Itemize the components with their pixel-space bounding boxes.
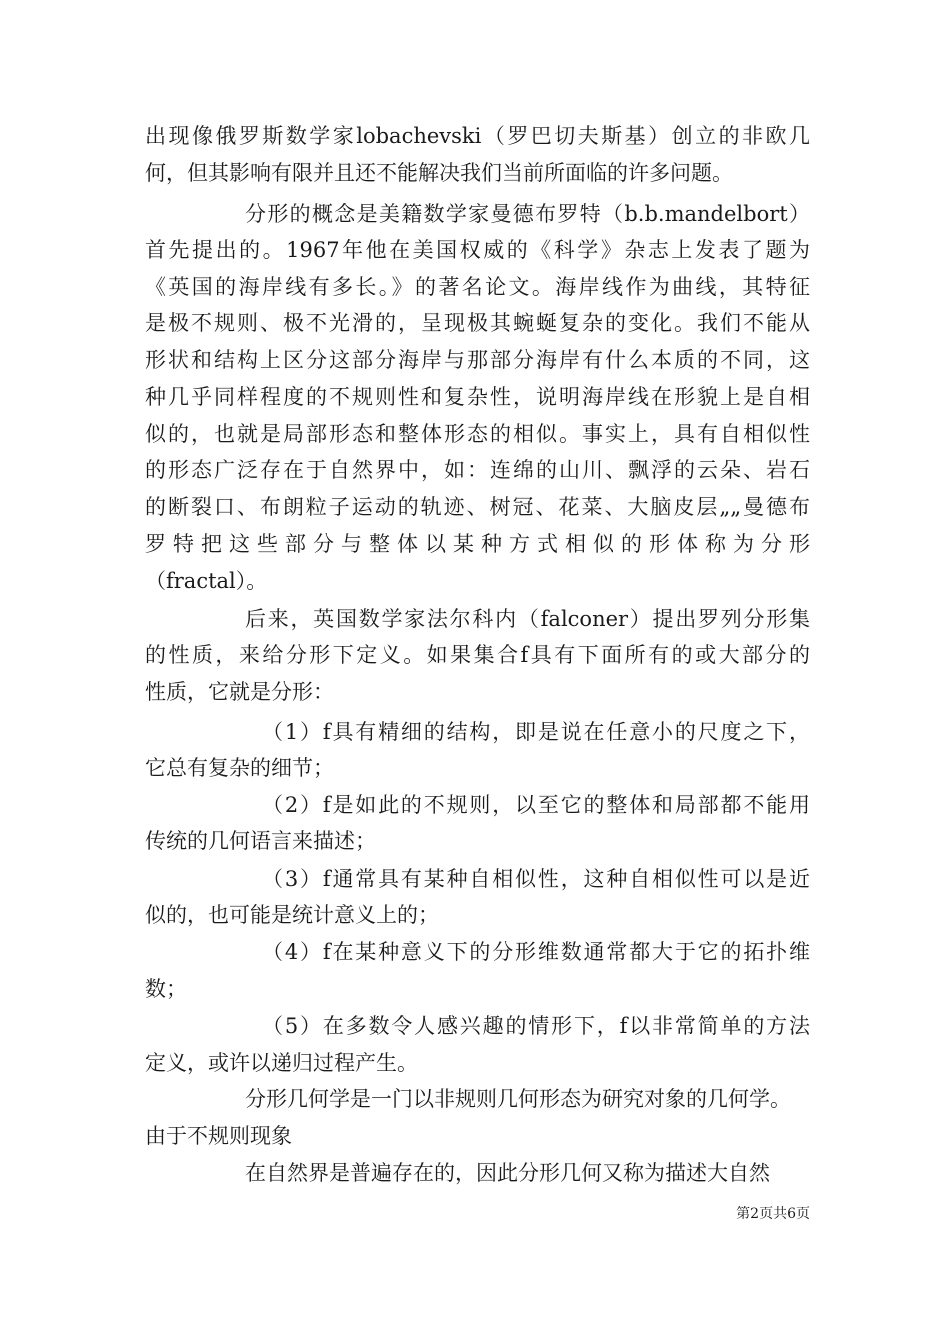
text-line: 性质，它就是分形： — [145, 680, 334, 704]
text-line: 由于不规则现象 — [145, 1124, 292, 1148]
text-line: 何，但其影响有限并且还不能解决我们当前所面临的许多问题。 — [145, 161, 733, 185]
text-line: 是极不规则、极不光滑的，呈现极其蜿蜒复杂的变化。我们不能从 — [145, 311, 810, 335]
text-line: 种几乎同样程度的不规则性和复杂性，说明海岸线在形貌上是自相 — [145, 385, 810, 409]
text-line: 数； — [145, 977, 187, 1001]
text-line: 定义，或许以递归过程产生。 — [145, 1051, 418, 1075]
text-line: 罗特把这些部分与整体以某种方式相似的形体称为分形 — [145, 532, 810, 556]
paragraph-first-line: 分形几何学是一门以非规则几何形态为研究对象的几何学。 — [245, 1087, 791, 1111]
text-line: 的性质，来给分形下定义。如果集合f具有下面所有的或大部分的 — [145, 643, 810, 667]
text-line: 的形态广泛存在于自然界中，如：连绵的山川、飘浮的云朵、岩石 — [145, 458, 810, 482]
text-line: 它总有复杂的细节； — [145, 756, 334, 780]
list-item-line: （1）f具有精细的结构，即是说在任意小的尺度之下， — [262, 720, 810, 744]
paragraph-first-line: 后来，英国数学家法尔科内（falconer）提出罗列分形集 — [245, 607, 810, 631]
list-item-line: （4）f在某种意义下的分形维数通常都大于它的拓扑维 — [262, 940, 810, 964]
text-line: 形状和结构上区分这部分海岸与那部分海岸有什么本质的不同，这 — [145, 348, 810, 372]
text-line: 似的，也就是局部形态和整体形态的相似。事实上，具有自相似性 — [145, 422, 810, 446]
text-line: 似的，也可能是统计意义上的； — [145, 903, 439, 927]
text-line: 传统的几何语言来描述； — [145, 829, 376, 853]
text-line: 的断裂口、布朗粒子运动的轨迹、树冠、花菜、大脑皮层„„曼德布 — [145, 495, 810, 519]
list-item-line: （2）f是如此的不规则，以至它的整体和局部都不能用 — [262, 793, 810, 817]
text-line: 首先提出的。1967年他在美国权威的《科学》杂志上发表了题为 — [145, 238, 810, 262]
paragraph-first-line: 在自然界是普遍存在的，因此分形几何又称为描述大自然 — [245, 1161, 770, 1185]
text-line: （fractal）。 — [145, 569, 268, 593]
list-item-line: （3）f通常具有某种自相似性，这种自相似性可以是近 — [262, 867, 810, 891]
paragraph-first-line: 分形的概念是美籍数学家曼德布罗特（b.b.mandelbort） — [245, 202, 810, 226]
text-line: 《英国的海岸线有多长。》的著名论文。海岸线作为曲线，其特征 — [145, 275, 810, 299]
page-number-footer: 第2页共6页 — [736, 1206, 810, 1222]
list-item-line: （5）在多数令人感兴趣的情形下，f以非常简单的方法 — [262, 1014, 810, 1038]
text-line: 出现像俄罗斯数学家lobachevski（罗巴切夫斯基）创立的非欧几 — [145, 124, 810, 148]
